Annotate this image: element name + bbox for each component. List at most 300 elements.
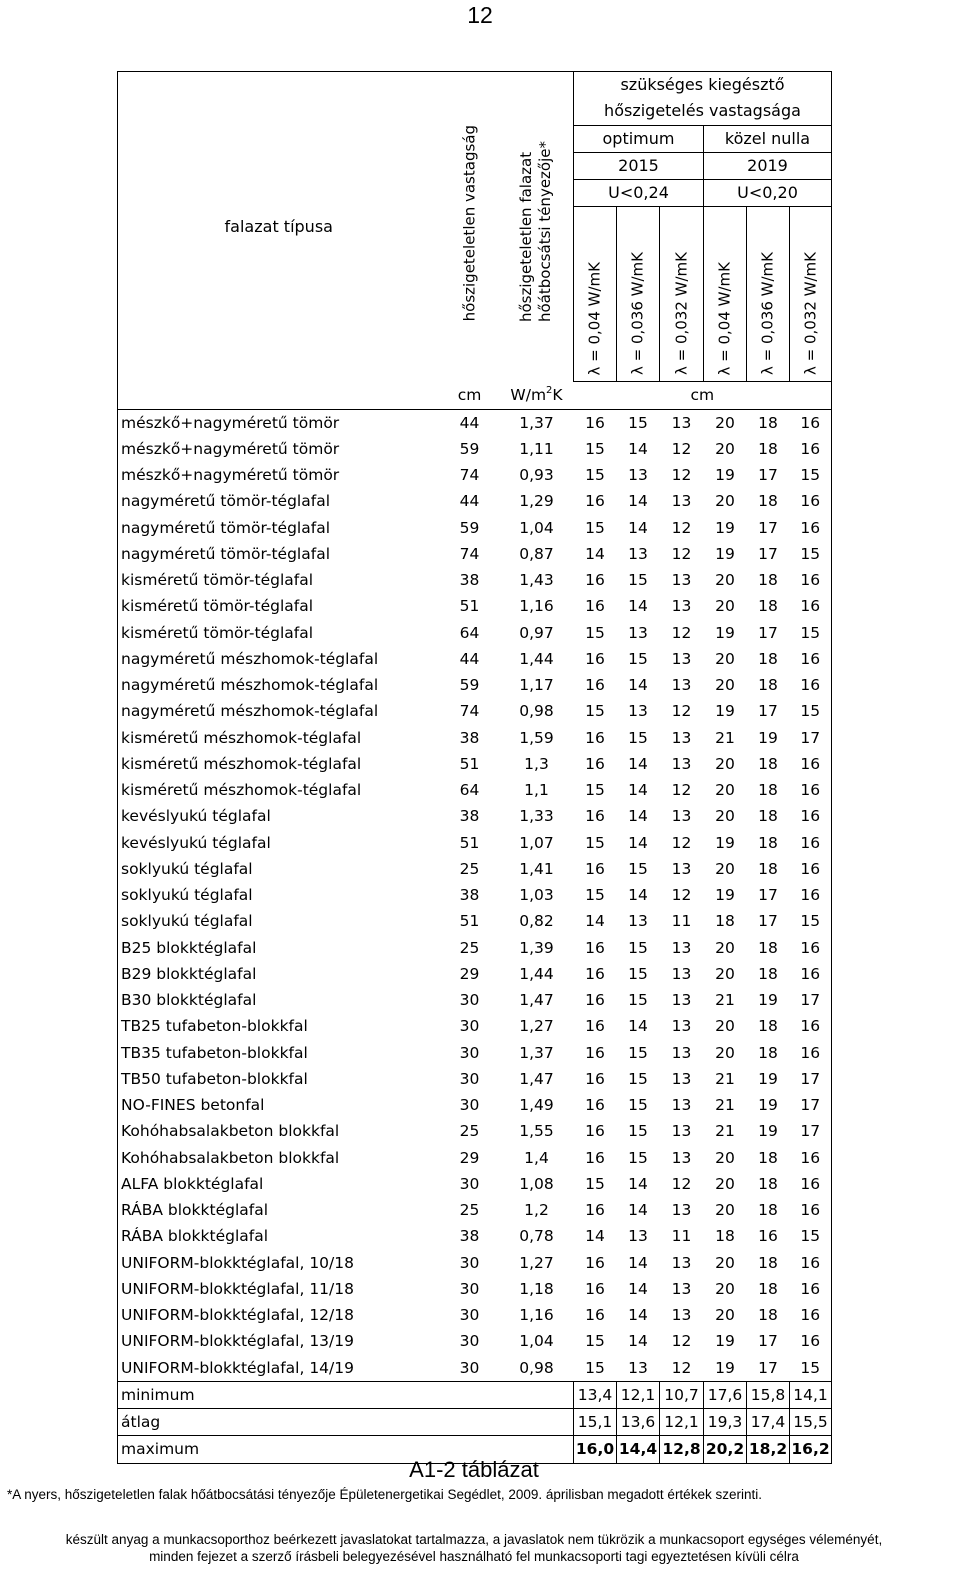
insulation-cell: 19 bbox=[715, 623, 735, 642]
wall-type-cell: B30 blokktéglafal bbox=[118, 987, 440, 1013]
u-value-cell: 1,04 bbox=[519, 1332, 554, 1351]
insulation-cell: 16 bbox=[790, 1276, 832, 1302]
insulation-cell: 13 bbox=[628, 544, 648, 563]
insulation-cell: 20 bbox=[715, 492, 735, 511]
summary-value-cell: 17,4 bbox=[747, 1409, 790, 1436]
insulation-cell: 16 bbox=[790, 1197, 832, 1223]
insulation-cell: 17 bbox=[758, 886, 778, 905]
insulation-cell: 12 bbox=[671, 544, 692, 563]
wall-type-cell: nagyméretű mészhomok-téglafal bbox=[118, 646, 440, 672]
thickness-cell: 30 bbox=[459, 1174, 480, 1193]
insulation-cell: 15 bbox=[790, 1223, 832, 1249]
insulation-cell: 18 bbox=[758, 859, 778, 878]
insulation-cell: 16 bbox=[585, 676, 605, 695]
insulation-cell: 20 bbox=[715, 1253, 735, 1272]
insulation-cell: 14 bbox=[628, 886, 648, 905]
u-value-cell: 1,17 bbox=[519, 676, 554, 695]
insulation-table bbox=[117, 71, 832, 1464]
summary-value-cell: 12,1 bbox=[617, 1381, 660, 1408]
u-value-cell: 1,37 bbox=[519, 413, 554, 432]
insulation-cell: 20 bbox=[715, 571, 735, 590]
insulation-cell: 16 bbox=[585, 964, 605, 983]
insulation-cell: 13 bbox=[671, 728, 692, 747]
wall-type-cell: B25 blokktéglafal bbox=[118, 935, 440, 961]
insulation-cell: 18 bbox=[758, 964, 778, 983]
insulation-cell: 16 bbox=[790, 830, 832, 856]
insulation-cell: 20 bbox=[715, 964, 735, 983]
insulation-cell: 16 bbox=[790, 436, 832, 462]
summary-empty-cell bbox=[440, 1409, 500, 1436]
insulation-cell: 18 bbox=[758, 1174, 778, 1193]
thickness-cell: 30 bbox=[459, 1358, 480, 1377]
insulation-cell: 17 bbox=[758, 1332, 778, 1351]
insulation-cell: 16 bbox=[585, 728, 605, 747]
lambda-header-5-text: λ = 0,036 W/mK bbox=[758, 252, 777, 376]
insulation-cell: 16 bbox=[790, 882, 832, 908]
insulation-cell: 18 bbox=[715, 1227, 735, 1246]
table-row bbox=[118, 515, 832, 541]
thickness-cell: 51 bbox=[459, 833, 480, 852]
insulation-cell: 18 bbox=[758, 781, 778, 800]
insulation-cell: 18 bbox=[758, 807, 778, 826]
u-value-cell: 1,08 bbox=[519, 1174, 554, 1193]
insulation-cell: 14 bbox=[628, 1174, 648, 1193]
insulation-cell: 13 bbox=[671, 1201, 692, 1220]
insulation-cell: 18 bbox=[758, 649, 778, 668]
insulation-cell: 21 bbox=[715, 991, 735, 1010]
insulation-cell: 12 bbox=[671, 702, 692, 721]
insulation-cell: 16 bbox=[790, 515, 832, 541]
insulation-cell: 16 bbox=[585, 991, 605, 1010]
table-row bbox=[118, 1013, 832, 1039]
wall-type-cell: kevéslyukú téglafal bbox=[118, 830, 440, 856]
thickness-cell: 74 bbox=[459, 466, 480, 485]
wall-type-cell: kisméretű mészhomok-téglafal bbox=[118, 777, 440, 803]
summary-value-cell: 13,6 bbox=[617, 1409, 660, 1436]
thickness-cell: 74 bbox=[459, 702, 480, 721]
table-row bbox=[118, 541, 832, 567]
insulation-cell: 19 bbox=[715, 833, 735, 852]
summary-value-cell: 17,6 bbox=[704, 1381, 747, 1408]
insulation-cell: 15 bbox=[585, 781, 605, 800]
table-row bbox=[118, 961, 832, 987]
wall-type-cell: RÁBA blokktéglafal bbox=[118, 1223, 440, 1249]
table-row bbox=[118, 987, 832, 1013]
page-number: 12 bbox=[467, 2, 493, 28]
table-row bbox=[118, 593, 832, 619]
insulation-cell: 20 bbox=[715, 413, 735, 432]
u-value-header-line1: hőszigeteletlen falazat bbox=[517, 151, 536, 322]
table-row bbox=[118, 672, 832, 698]
u-value-cell: 1,11 bbox=[519, 439, 554, 458]
table-row bbox=[118, 777, 832, 803]
u-value-cell: 1,03 bbox=[519, 886, 554, 905]
insulation-cell: 13 bbox=[671, 492, 692, 511]
table-row bbox=[118, 462, 832, 488]
unit-thickness: cm bbox=[440, 382, 500, 409]
insulation-cell: 20 bbox=[715, 439, 735, 458]
thickness-cell: 38 bbox=[459, 571, 480, 590]
u-value-cell: 1,4 bbox=[524, 1148, 549, 1167]
insulation-cell: 16 bbox=[758, 1227, 778, 1246]
u-value-cell: 0,97 bbox=[519, 623, 554, 642]
insulation-cell: 19 bbox=[758, 728, 778, 747]
u-value-cell: 1,49 bbox=[519, 1096, 554, 1115]
insulation-cell: 19 bbox=[715, 518, 735, 537]
insulation-cell: 20 bbox=[715, 807, 735, 826]
insulation-cell: 14 bbox=[628, 1017, 648, 1036]
thickness-cell: 64 bbox=[459, 623, 480, 642]
insulation-cell: 14 bbox=[585, 912, 605, 931]
table-row bbox=[118, 1066, 832, 1092]
thickness-cell: 29 bbox=[459, 1148, 480, 1167]
insulation-cell: 18 bbox=[758, 571, 778, 590]
wall-type-cell: UNIFORM-blokktéglafal, 12/18 bbox=[118, 1302, 440, 1328]
insulation-cell: 20 bbox=[715, 1279, 735, 1298]
insulation-cell: 18 bbox=[758, 676, 778, 695]
insulation-cell: 15 bbox=[628, 859, 648, 878]
summary-value-cell: 16,0 bbox=[574, 1436, 617, 1463]
wall-type-cell: soklyukú téglafal bbox=[118, 882, 440, 908]
insulation-cell: 16 bbox=[790, 935, 832, 961]
u-value-cell: 1,27 bbox=[519, 1253, 554, 1272]
insulation-cell: 16 bbox=[790, 777, 832, 803]
wall-type-cell: kisméretű tömör-téglafal bbox=[118, 620, 440, 646]
wall-type-cell: UNIFORM-blokktéglafal, 10/18 bbox=[118, 1250, 440, 1276]
table-row bbox=[118, 1197, 832, 1223]
thickness-cell: 25 bbox=[459, 1122, 480, 1141]
thickness-cell: 30 bbox=[459, 1017, 480, 1036]
wall-type-cell: nagyméretű mészhomok-téglafal bbox=[118, 672, 440, 698]
thickness-cell: 59 bbox=[459, 676, 480, 695]
optimum-year: 2015 bbox=[574, 152, 704, 179]
insulation-cell: 18 bbox=[758, 597, 778, 616]
insulation-cell: 11 bbox=[671, 1227, 692, 1246]
table-row bbox=[118, 1223, 832, 1249]
insulation-cell: 15 bbox=[628, 991, 648, 1010]
wall-type-cell: TB25 tufabeton-blokkfal bbox=[118, 1013, 440, 1039]
unit-u-value bbox=[500, 382, 574, 409]
insulation-cell: 13 bbox=[628, 623, 648, 642]
lambda-header-4 bbox=[704, 207, 747, 382]
insulation-cell: 12 bbox=[671, 623, 692, 642]
footnote: *A nyers, hőszigeteletlen falak hőátbocsátási tényezője Épületenergetikai Segédlet, 2009. áprilisban megadott értékek szerinti. bbox=[7, 1487, 762, 1502]
insulation-cell: 20 bbox=[715, 754, 735, 773]
table-row bbox=[118, 751, 832, 777]
insulation-cell: 13 bbox=[671, 807, 692, 826]
u-value-cell: 1,07 bbox=[519, 833, 554, 852]
table-row bbox=[118, 882, 832, 908]
insulation-cell: 14 bbox=[628, 1201, 648, 1220]
wall-type-cell: soklyukú téglafal bbox=[118, 856, 440, 882]
summary-value-cell: 13,4 bbox=[574, 1381, 617, 1408]
insulation-cell: 16 bbox=[585, 413, 605, 432]
thickness-cell: 30 bbox=[459, 1332, 480, 1351]
summary-value-cell: 15,1 bbox=[574, 1409, 617, 1436]
insulation-cell: 15 bbox=[628, 1069, 648, 1088]
insulation-cell: 15 bbox=[628, 1148, 648, 1167]
insulation-cell: 16 bbox=[790, 1328, 832, 1354]
u-value-cell: 0,78 bbox=[519, 1227, 554, 1246]
insulation-cell: 16 bbox=[790, 751, 832, 777]
summary-value-cell: 15,8 bbox=[747, 1381, 790, 1408]
insulation-cell: 13 bbox=[628, 1358, 648, 1377]
insulation-cell: 19 bbox=[715, 886, 735, 905]
insulation-cell: 15 bbox=[585, 518, 605, 537]
summary-value-cell: 20,2 bbox=[704, 1436, 747, 1463]
table-row bbox=[118, 488, 832, 514]
lambda-header-1 bbox=[574, 207, 617, 382]
insulation-cell: 15 bbox=[585, 1332, 605, 1351]
wall-type-cell: ALFA blokktéglafal bbox=[118, 1171, 440, 1197]
insulation-cell: 21 bbox=[715, 1069, 735, 1088]
insulation-cell: 20 bbox=[715, 676, 735, 695]
lambda-header-6-text: λ = 0,032 W/mK bbox=[801, 252, 819, 376]
insulation-cell: 18 bbox=[758, 938, 778, 957]
table-row bbox=[118, 935, 832, 961]
wall-type-cell: kisméretű mészhomok-téglafal bbox=[118, 725, 440, 751]
wall-type-cell: Kohóhabsalakbeton blokkfal bbox=[118, 1118, 440, 1144]
summary-empty-cell bbox=[500, 1409, 574, 1436]
u-value-cell: 1,27 bbox=[519, 1017, 554, 1036]
thickness-cell: 30 bbox=[459, 1253, 480, 1272]
insulation-cell: 18 bbox=[715, 912, 735, 931]
wall-type-cell: kisméretű tömör-téglafal bbox=[118, 567, 440, 593]
insulation-cell: 14 bbox=[628, 597, 648, 616]
insulation-cell: 20 bbox=[715, 649, 735, 668]
insulation-cell: 16 bbox=[585, 571, 605, 590]
insulation-cell: 14 bbox=[628, 492, 648, 511]
table-row bbox=[118, 567, 832, 593]
insulation-cell: 13 bbox=[671, 1253, 692, 1272]
thickness-header bbox=[440, 72, 500, 382]
summary-value-cell: 12,8 bbox=[660, 1436, 704, 1463]
summary-value-cell: 15,5 bbox=[790, 1409, 832, 1436]
insulation-cell: 15 bbox=[790, 462, 832, 488]
insulation-cell: 20 bbox=[715, 1017, 735, 1036]
wall-type-cell: kisméretű mészhomok-téglafal bbox=[118, 751, 440, 777]
insulation-cell: 17 bbox=[758, 1358, 778, 1377]
insulation-table-wrapper bbox=[117, 71, 832, 1464]
insulation-cell: 19 bbox=[715, 1358, 735, 1377]
insulation-cell: 16 bbox=[585, 1069, 605, 1088]
unit-u-sup: 2 bbox=[546, 385, 553, 397]
insulation-cell: 13 bbox=[671, 859, 692, 878]
table-row bbox=[118, 803, 832, 829]
near-zero-header: közel nulla bbox=[704, 125, 832, 152]
insulation-cell: 15 bbox=[628, 1122, 648, 1141]
insulation-cell: 13 bbox=[671, 1148, 692, 1167]
insulation-cell: 18 bbox=[758, 492, 778, 511]
insulation-cell: 17 bbox=[758, 912, 778, 931]
thickness-cell: 30 bbox=[459, 991, 480, 1010]
insulation-cell: 16 bbox=[790, 1145, 832, 1171]
insulation-cell: 13 bbox=[671, 571, 692, 590]
insulation-cell: 13 bbox=[671, 413, 692, 432]
wall-type-cell: UNIFORM-blokktéglafal, 14/19 bbox=[118, 1355, 440, 1382]
wall-type-cell: mészkő+nagyméretű tömör bbox=[118, 436, 440, 462]
lambda-header-5 bbox=[747, 207, 790, 382]
table-row bbox=[118, 436, 832, 462]
insulation-cell: 12 bbox=[671, 518, 692, 537]
insulation-cell: 18 bbox=[758, 413, 778, 432]
insulation-cell: 16 bbox=[790, 856, 832, 882]
insulation-cell: 18 bbox=[758, 1148, 778, 1167]
summary-label: átlag bbox=[118, 1409, 440, 1436]
thickness-cell: 25 bbox=[459, 1201, 480, 1220]
thickness-cell: 30 bbox=[459, 1279, 480, 1298]
insulation-cell: 16 bbox=[585, 1201, 605, 1220]
insulation-cell: 14 bbox=[628, 754, 648, 773]
insulation-cell: 12 bbox=[671, 886, 692, 905]
table-row bbox=[118, 1355, 832, 1382]
thickness-cell: 38 bbox=[459, 728, 480, 747]
insulation-cell: 19 bbox=[715, 702, 735, 721]
insulation-cell: 13 bbox=[671, 754, 692, 773]
insulation-cell: 15 bbox=[585, 886, 605, 905]
insulation-cell: 14 bbox=[628, 518, 648, 537]
insulation-cell: 16 bbox=[790, 672, 832, 698]
insulation-cell: 12 bbox=[671, 1332, 692, 1351]
insulation-cell: 14 bbox=[628, 833, 648, 852]
insulation-cell: 21 bbox=[715, 1096, 735, 1115]
lambda-header-3 bbox=[660, 207, 704, 382]
insulation-cell: 19 bbox=[715, 1332, 735, 1351]
insulation-cell: 16 bbox=[585, 938, 605, 957]
thickness-cell: 51 bbox=[459, 754, 480, 773]
table-row bbox=[118, 698, 832, 724]
insulation-cell: 16 bbox=[585, 1253, 605, 1272]
insulation-cell: 12 bbox=[671, 1174, 692, 1193]
wall-type-cell: nagyméretű tömör-téglafal bbox=[118, 515, 440, 541]
optimum-u-limit: U<0,24 bbox=[574, 180, 704, 207]
insulation-cell: 16 bbox=[790, 567, 832, 593]
u-value-header-line2: hőátbocsátsi tényezője* bbox=[536, 140, 555, 322]
unit-u-tail: K bbox=[552, 386, 563, 405]
insulation-cell: 15 bbox=[628, 413, 648, 432]
table-row bbox=[118, 1092, 832, 1118]
table-row bbox=[118, 409, 832, 436]
insulation-cell: 12 bbox=[671, 439, 692, 458]
summary-row bbox=[118, 1381, 832, 1408]
thickness-cell: 44 bbox=[459, 492, 480, 511]
insulation-cell: 17 bbox=[758, 518, 778, 537]
insulation-cell: 17 bbox=[790, 1066, 832, 1092]
table-row bbox=[118, 830, 832, 856]
insulation-cell: 16 bbox=[585, 1017, 605, 1036]
insulation-cell: 13 bbox=[628, 912, 648, 931]
thickness-cell: 25 bbox=[459, 938, 480, 957]
thickness-cell: 25 bbox=[459, 859, 480, 878]
u-value-cell: 1,47 bbox=[519, 1069, 554, 1088]
wall-type-cell: NO-FINES betonfal bbox=[118, 1092, 440, 1118]
insulation-cell: 16 bbox=[585, 1096, 605, 1115]
insulation-cell: 15 bbox=[585, 1174, 605, 1193]
thickness-cell: 30 bbox=[459, 1043, 480, 1062]
u-value-cell: 1,55 bbox=[519, 1122, 554, 1141]
insulation-cell: 19 bbox=[758, 1122, 778, 1141]
table-row bbox=[118, 1118, 832, 1144]
insulation-cell: 16 bbox=[585, 1279, 605, 1298]
u-value-cell: 1,04 bbox=[519, 518, 554, 537]
insulation-cell: 16 bbox=[585, 807, 605, 826]
insulation-cell: 20 bbox=[715, 597, 735, 616]
wall-type-cell: nagyméretű mészhomok-téglafal bbox=[118, 698, 440, 724]
insulation-cell: 19 bbox=[715, 466, 735, 485]
group-header-line2: hőszigetelés vastagsága bbox=[574, 98, 832, 125]
wall-type-cell: nagyméretű tömör-téglafal bbox=[118, 488, 440, 514]
thickness-cell: 64 bbox=[459, 781, 480, 800]
lambda-header-3-text: λ = 0,032 W/mK bbox=[672, 252, 690, 376]
u-value-cell: 1,39 bbox=[519, 938, 554, 957]
insulation-cell: 13 bbox=[628, 702, 648, 721]
insulation-cell: 14 bbox=[585, 1227, 605, 1246]
insulation-cell: 16 bbox=[790, 1040, 832, 1066]
insulation-cell: 15 bbox=[790, 1355, 832, 1382]
u-value-cell: 1,1 bbox=[524, 781, 549, 800]
thickness-cell: 29 bbox=[459, 964, 480, 983]
insulation-cell: 14 bbox=[628, 1253, 648, 1272]
group-header-line1: szükséges kiegésztő bbox=[574, 72, 832, 99]
insulation-cell: 17 bbox=[758, 623, 778, 642]
wall-type-cell: soklyukú téglafal bbox=[118, 908, 440, 934]
wall-type-cell: RÁBA blokktéglafal bbox=[118, 1197, 440, 1223]
wall-type-cell: kevéslyukú téglafal bbox=[118, 803, 440, 829]
thickness-cell: 30 bbox=[459, 1306, 480, 1325]
insulation-cell: 13 bbox=[628, 466, 648, 485]
table-row bbox=[118, 725, 832, 751]
wall-type-cell: mészkő+nagyméretű tömör bbox=[118, 409, 440, 436]
insulation-cell: 13 bbox=[628, 1227, 648, 1246]
insulation-cell: 21 bbox=[715, 1122, 735, 1141]
insulation-cell: 15 bbox=[628, 1096, 648, 1115]
insulation-cell: 20 bbox=[715, 1201, 735, 1220]
insulation-cell: 18 bbox=[758, 1017, 778, 1036]
insulation-cell: 12 bbox=[671, 781, 692, 800]
insulation-cell: 17 bbox=[790, 1118, 832, 1144]
insulation-cell: 20 bbox=[715, 1174, 735, 1193]
insulation-cell: 16 bbox=[585, 859, 605, 878]
insulation-cell: 18 bbox=[758, 1043, 778, 1062]
insulation-cell: 16 bbox=[790, 488, 832, 514]
insulation-cell: 17 bbox=[758, 544, 778, 563]
u-value-cell: 1,47 bbox=[519, 991, 554, 1010]
wall-type-header: falazat típusa bbox=[118, 72, 440, 382]
lambda-header-2 bbox=[617, 207, 660, 382]
wall-type-cell: nagyméretű tömör-téglafal bbox=[118, 541, 440, 567]
insulation-cell: 14 bbox=[628, 807, 648, 826]
insulation-cell: 13 bbox=[671, 964, 692, 983]
insulation-cell: 15 bbox=[790, 908, 832, 934]
u-value-cell: 0,98 bbox=[519, 702, 554, 721]
insulation-cell: 17 bbox=[758, 466, 778, 485]
u-value-cell: 0,82 bbox=[519, 912, 554, 931]
insulation-cell: 17 bbox=[790, 725, 832, 751]
insulation-cell: 15 bbox=[585, 1358, 605, 1377]
insulation-cell: 15 bbox=[585, 466, 605, 485]
insulation-cell: 20 bbox=[715, 1148, 735, 1167]
summary-value-cell: 18,2 bbox=[747, 1436, 790, 1463]
u-value-cell: 1,33 bbox=[519, 807, 554, 826]
insulation-cell: 14 bbox=[628, 676, 648, 695]
u-value-cell: 1,18 bbox=[519, 1279, 554, 1298]
table-row bbox=[118, 646, 832, 672]
insulation-cell: 15 bbox=[585, 439, 605, 458]
thickness-cell: 59 bbox=[459, 518, 480, 537]
insulation-cell: 14 bbox=[628, 439, 648, 458]
table-body bbox=[118, 409, 832, 1463]
summary-value-cell: 16,2 bbox=[790, 1436, 832, 1463]
